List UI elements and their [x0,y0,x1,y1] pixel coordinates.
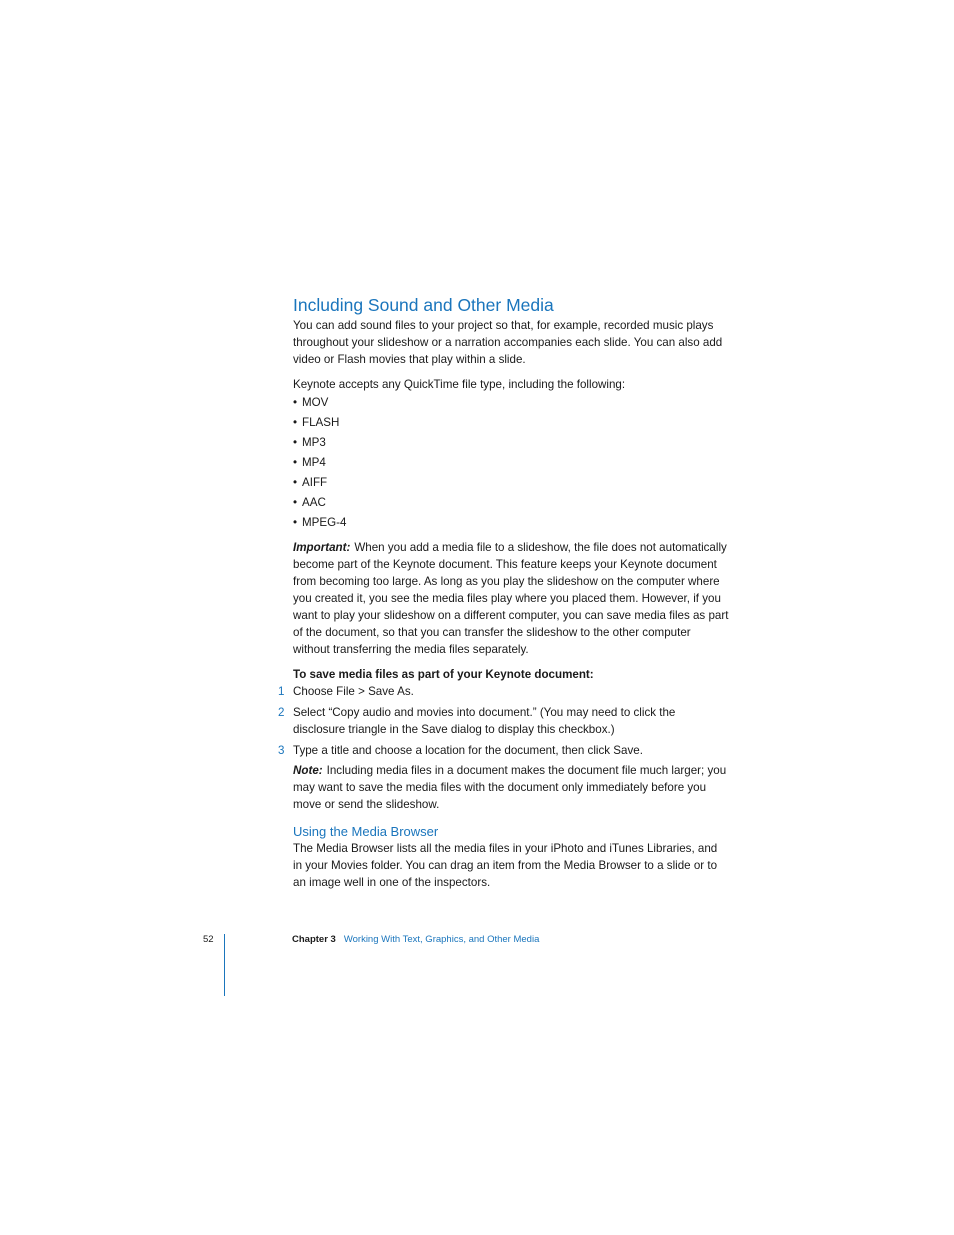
chapter-label: Chapter 3 [292,934,336,945]
intro-paragraph: You can add sound files to your project so that, for example, recorded music plays throughout your slideshow or a narration accompanies each slide. You can also add video or Flash movies that play within a slide. [293,319,723,366]
list-item: • AAC [293,496,326,509]
bullet-glyph: • [293,456,298,469]
list-item: • AIFF [293,476,328,489]
file-type-list [293,394,729,531]
page-number: 52 [203,934,214,945]
note-label: Note: [293,764,323,777]
footer-divider [224,934,225,996]
step-item [278,742,729,759]
bullet-glyph: • [293,516,298,529]
bullet-glyph: • [293,436,298,449]
note-paragraph [293,762,729,813]
subsection-title: Using the Media Browser [293,824,439,839]
step-item [278,683,729,700]
subsection-paragraph: The Media Browser lists all the media files in your iPhoto and iTunes Libraries, and in your Movies folder. You can drag an item from the Media Browser to a slide or to an image well in one of the inspectors. [293,842,718,889]
section-title: Including Sound and Other Media [293,295,554,315]
step-list [278,683,729,759]
step-item [278,704,729,738]
bullet-glyph: • [293,496,298,509]
chapter-footer [292,934,539,946]
step-number: 2 [278,706,285,719]
bullet-glyph: • [293,476,298,489]
list-item: • MP4 [293,456,326,469]
list-item: • MPEG-4 [293,516,347,529]
step-number: 3 [278,744,285,757]
important-label: Important: [293,541,351,554]
list-item: • MOV [293,396,329,409]
main-content [278,294,729,891]
accepts-paragraph: Keynote accepts any QuickTime file type, including the following: [293,378,626,391]
step-number: 1 [278,685,285,698]
important-text: When you add a media file to a slideshow, the file does not automatically become part of the Keynote document. This feature keeps your Keynote document from becoming too large. As long as you play the slideshow on the computer where you created it, you see the media files play where you placed them. However, if you want to play your slideshow on a different computer, you can save media files as part of the document, so that you can transfer the slideshow to the other computer without transferring the media files separately. [293,541,729,656]
note-text: Including media files in a document makes the document file much larger; you may want to save the media files with the document only immediately before you move or send the slideshow. [293,764,727,811]
step-text: Select “Copy audio and movies into document.” (You may need to click the disclosure triangle in the Save dialog to display this checkbox.) [293,706,676,736]
step-text: Choose File > Save As. [293,685,414,698]
chapter-title: Working With Text, Graphics, and Other Media [343,934,540,945]
task-heading: To save media files as part of your Keynote document: [293,668,594,681]
step-text: Type a title and choose a location for the document, then click Save. [293,744,643,757]
bullet-glyph: • [293,416,298,429]
bullet-glyph: • [293,396,298,409]
list-item: • FLASH [293,416,340,429]
important-paragraph [293,539,729,658]
list-item: • MP3 [293,436,326,449]
